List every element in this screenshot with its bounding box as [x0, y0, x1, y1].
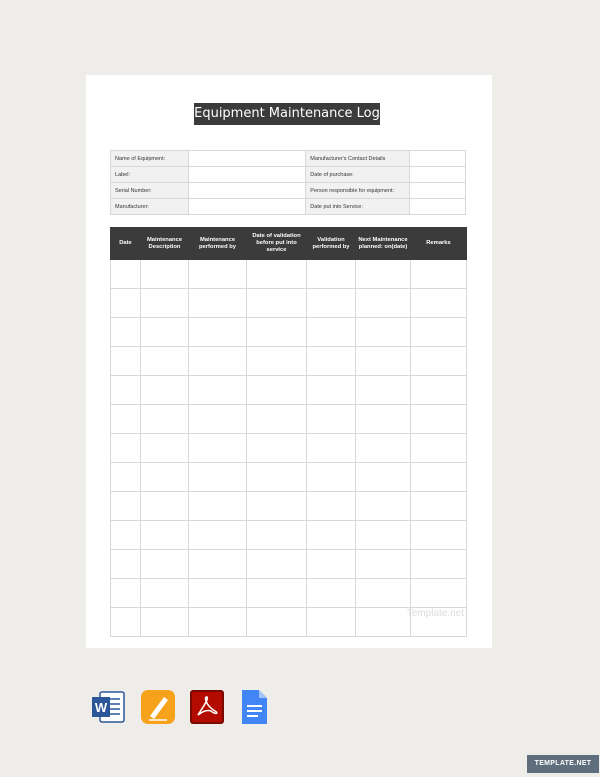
log-cell[interactable] [111, 318, 141, 347]
log-cell[interactable] [247, 260, 307, 289]
info-label: Manufacturer's Contact Details [306, 151, 410, 167]
table-row [111, 550, 467, 579]
log-cell[interactable] [307, 434, 356, 463]
log-cell[interactable] [356, 463, 411, 492]
log-cell[interactable] [356, 434, 411, 463]
log-cell[interactable] [411, 579, 467, 608]
table-row [111, 405, 467, 434]
log-cell[interactable] [356, 260, 411, 289]
log-cell[interactable] [356, 579, 411, 608]
log-cell[interactable] [111, 405, 141, 434]
info-label: Manufacturer: [111, 199, 189, 215]
log-cell[interactable] [247, 289, 307, 318]
log-cell[interactable] [111, 347, 141, 376]
info-row [111, 167, 466, 183]
log-cell[interactable] [189, 579, 247, 608]
log-cell[interactable] [356, 289, 411, 318]
log-cell[interactable] [189, 550, 247, 579]
log-cell[interactable] [141, 608, 189, 637]
log-cell[interactable] [356, 405, 411, 434]
log-cell[interactable] [189, 318, 247, 347]
log-cell[interactable] [247, 434, 307, 463]
log-cell[interactable] [356, 318, 411, 347]
info-value-field[interactable] [410, 167, 466, 183]
log-cell[interactable] [411, 260, 467, 289]
log-cell[interactable] [307, 289, 356, 318]
table-row [111, 521, 467, 550]
log-cell[interactable] [247, 492, 307, 521]
log-cell[interactable] [307, 492, 356, 521]
table-row [111, 579, 467, 608]
log-cell[interactable] [111, 289, 141, 318]
info-label: Date put into Service: [306, 199, 410, 215]
log-cell[interactable] [247, 521, 307, 550]
log-cell[interactable] [247, 463, 307, 492]
log-cell[interactable] [189, 608, 247, 637]
log-cell[interactable] [111, 579, 141, 608]
table-row [111, 376, 467, 405]
info-value-field[interactable] [410, 151, 466, 167]
log-cell[interactable] [189, 492, 247, 521]
log-cell[interactable] [247, 550, 307, 579]
table-row [111, 347, 467, 376]
log-cell[interactable] [189, 376, 247, 405]
maintenance-log-table [110, 227, 467, 637]
info-value-field[interactable] [188, 183, 305, 199]
table-row [111, 492, 467, 521]
watermark: Template.net [406, 608, 464, 619]
log-cell[interactable] [307, 521, 356, 550]
log-cell[interactable] [307, 347, 356, 376]
log-cell[interactable] [141, 376, 189, 405]
info-value-field[interactable] [410, 183, 466, 199]
column-header-next-maintenance: Next Maintenance planned: on(date) [356, 228, 411, 260]
log-cell[interactable] [247, 405, 307, 434]
log-cell[interactable] [411, 492, 467, 521]
log-cell[interactable] [111, 463, 141, 492]
log-cell[interactable] [141, 260, 189, 289]
info-label: Serial Number: [111, 183, 189, 199]
column-header-performed-by: Maintenance performed by [189, 228, 247, 260]
equipment-info-table [110, 150, 466, 215]
table-row [111, 434, 467, 463]
column-header-date: Date [111, 228, 141, 260]
info-row [111, 183, 466, 199]
log-cell[interactable] [189, 347, 247, 376]
log-cell[interactable] [141, 405, 189, 434]
info-value-field[interactable] [188, 199, 305, 215]
log-cell[interactable] [307, 405, 356, 434]
log-cell[interactable] [111, 608, 141, 637]
info-row [111, 199, 466, 215]
log-cell[interactable] [111, 492, 141, 521]
log-cell[interactable] [411, 463, 467, 492]
table-row [111, 289, 467, 318]
pdf-icon[interactable] [189, 689, 225, 725]
log-cell[interactable] [247, 376, 307, 405]
log-cell[interactable] [111, 550, 141, 579]
document-page [86, 75, 492, 648]
log-cell[interactable] [411, 289, 467, 318]
log-cell[interactable] [189, 260, 247, 289]
log-cell[interactable] [247, 608, 307, 637]
table-row [111, 260, 467, 289]
log-cell[interactable] [111, 260, 141, 289]
log-cell[interactable] [141, 434, 189, 463]
log-cell[interactable] [189, 405, 247, 434]
log-cell[interactable] [411, 376, 467, 405]
log-cell[interactable] [307, 376, 356, 405]
log-cell[interactable] [141, 579, 189, 608]
info-row [111, 151, 466, 167]
log-cell[interactable] [111, 376, 141, 405]
log-cell[interactable] [141, 347, 189, 376]
log-cell[interactable] [356, 608, 411, 637]
log-cell[interactable] [141, 550, 189, 579]
info-label: Label: [111, 167, 189, 183]
log-cell[interactable] [356, 492, 411, 521]
log-cell[interactable] [141, 521, 189, 550]
log-cell[interactable] [411, 347, 467, 376]
log-cell[interactable] [356, 376, 411, 405]
log-cell[interactable] [247, 579, 307, 608]
table-row [111, 463, 467, 492]
log-cell[interactable] [411, 405, 467, 434]
log-cell[interactable] [307, 260, 356, 289]
pages-icon[interactable] [140, 689, 176, 725]
log-cell[interactable] [141, 289, 189, 318]
log-cell[interactable] [356, 550, 411, 579]
log-cell[interactable] [307, 463, 356, 492]
log-cell[interactable] [411, 318, 467, 347]
svg-text:W: W [94, 700, 108, 715]
log-cell[interactable] [411, 550, 467, 579]
log-cell[interactable] [189, 463, 247, 492]
log-cell[interactable] [111, 434, 141, 463]
column-header-description: Maintenance Description [141, 228, 189, 260]
log-cell[interactable] [356, 521, 411, 550]
info-label: Name of Equipment: [111, 151, 189, 167]
log-cell[interactable] [189, 434, 247, 463]
log-cell[interactable] [247, 347, 307, 376]
log-cell[interactable] [141, 463, 189, 492]
log-cell[interactable] [307, 608, 356, 637]
log-cell[interactable] [307, 550, 356, 579]
log-cell[interactable] [307, 318, 356, 347]
info-label: Person responsible for equipment: [306, 183, 410, 199]
log-cell[interactable] [411, 521, 467, 550]
log-cell[interactable] [356, 347, 411, 376]
log-cell[interactable] [189, 521, 247, 550]
info-value-field[interactable] [410, 199, 466, 215]
log-cell[interactable] [411, 434, 467, 463]
info-value-field[interactable] [188, 151, 305, 167]
info-label: Date of purchase: [306, 167, 410, 183]
log-cell[interactable] [141, 318, 189, 347]
column-header-validation-date: Date of validation before put into service [247, 228, 307, 260]
column-header-remarks: Remarks [411, 228, 467, 260]
log-header-row [111, 228, 467, 260]
log-cell[interactable] [141, 492, 189, 521]
log-cell[interactable] [189, 289, 247, 318]
log-cell[interactable] [307, 579, 356, 608]
log-cell[interactable] [247, 318, 307, 347]
column-header-validation-by: Validation performed by [307, 228, 356, 260]
google-docs-icon[interactable] [236, 689, 272, 725]
table-row [111, 318, 467, 347]
document-title: Equipment Maintenance Log [194, 103, 380, 125]
log-cell[interactable] [111, 521, 141, 550]
template-net-badge[interactable]: TEMPLATE.NET [527, 755, 599, 773]
word-icon[interactable] [90, 689, 126, 725]
info-value-field[interactable] [188, 167, 305, 183]
